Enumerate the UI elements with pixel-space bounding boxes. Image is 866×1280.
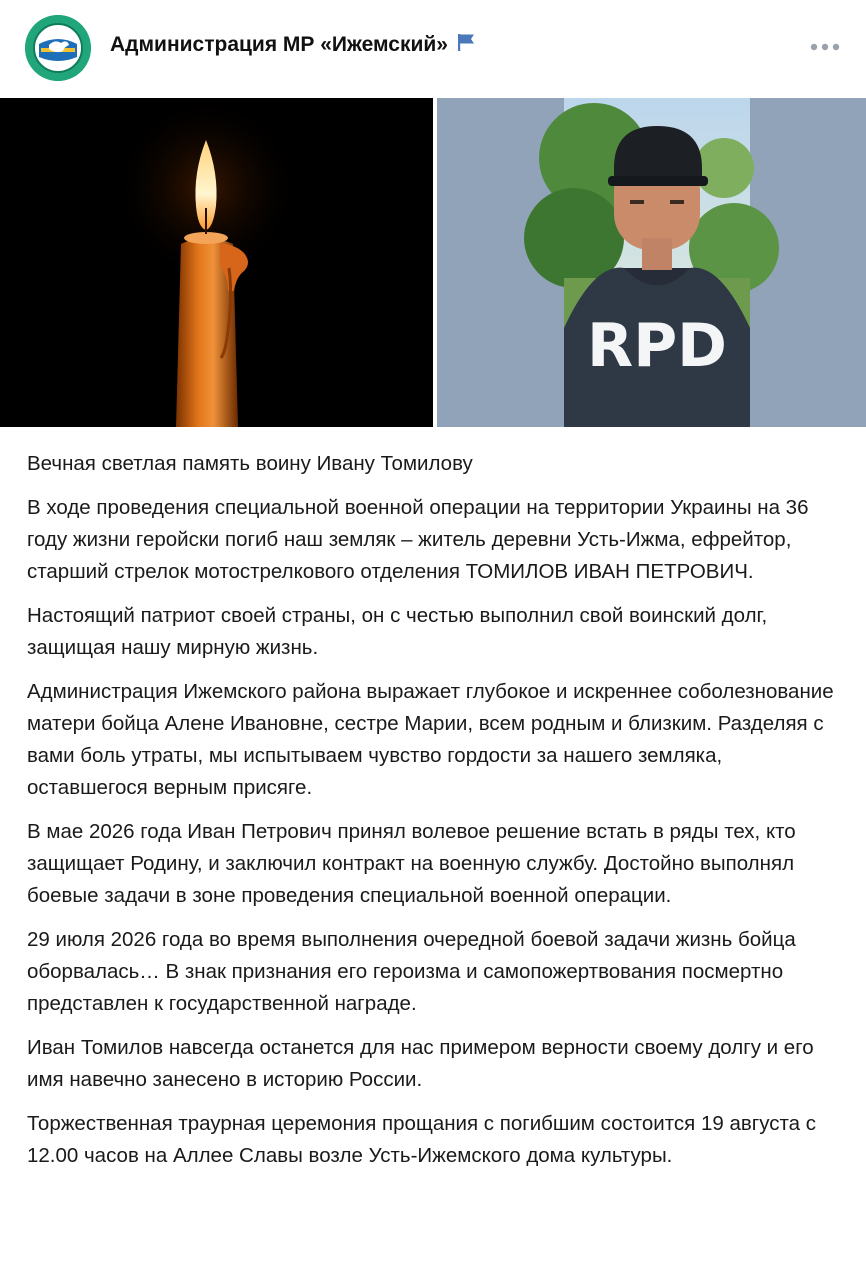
soldier-photo[interactable] bbox=[437, 98, 866, 427]
post-title: Вечная светлая память воину Ивану Томилову bbox=[27, 452, 473, 475]
post-photos bbox=[0, 98, 866, 427]
post-paragraph: Администрация Ижемского района выражает глубокое и искреннее соболезнование матери бойца Алене Ивановне, сестре Марии, всем родным и близким. Разделяя с вами боль утраты, мы испытываем чувство гордости за нашего земляка, оставшегося верным присяге. bbox=[27, 680, 834, 799]
post-text bbox=[27, 448, 847, 1184]
flag-icon bbox=[456, 32, 476, 58]
author-avatar[interactable] bbox=[25, 15, 91, 81]
more-options-button[interactable] bbox=[808, 36, 842, 58]
author-name[interactable]: Администрация МР «Ижемский» bbox=[110, 33, 448, 56]
post-paragraph: Настоящий патриот своей страны, он с честью выполнил свой воинский долг, защищая нашу мирную жизнь. bbox=[27, 604, 768, 659]
post-paragraph: Торжественная траурная церемония прощания с погибшим состоится 19 августа с 12.00 часов на Аллее Славы возле Усть-Ижемского дома культуры. bbox=[27, 1112, 816, 1167]
post-paragraph: В ходе проведения специальной военной операции на территории Украины на 36 году жизни геройски погиб наш земляк – житель деревни Усть-Ижма, ефрейтор, старший стрелок мотострелкового отделения ТОМИЛОВ ИВАН ПЕТРОВИЧ. bbox=[27, 496, 809, 583]
candle-photo[interactable] bbox=[0, 98, 433, 427]
shirt-print: RPD bbox=[587, 311, 727, 381]
post-paragraph: В мае 2026 года Иван Петрович принял волевое решение встать в ряды тех, кто защищает Родину, и заключил контракт на военную службу. Достойно выполнял боевые задачи в зоне проведения специальной военной операции. bbox=[27, 820, 796, 907]
coat-of-arms-icon bbox=[25, 15, 91, 81]
more-dots-icon bbox=[808, 36, 842, 58]
post-paragraph: 29 июля 2026 года во время выполнения очередной боевой задачи жизнь бойца оборвалась… В знак признания его героизма и самопожертвования посмертно представлен к государственной награде. bbox=[27, 928, 796, 1015]
post-author[interactable] bbox=[110, 32, 476, 58]
post-header bbox=[0, 0, 866, 98]
post-paragraph: Иван Томилов навсегда останется для нас примером верности своему долгу и его имя навечно занесено в историю России. bbox=[27, 1036, 814, 1091]
